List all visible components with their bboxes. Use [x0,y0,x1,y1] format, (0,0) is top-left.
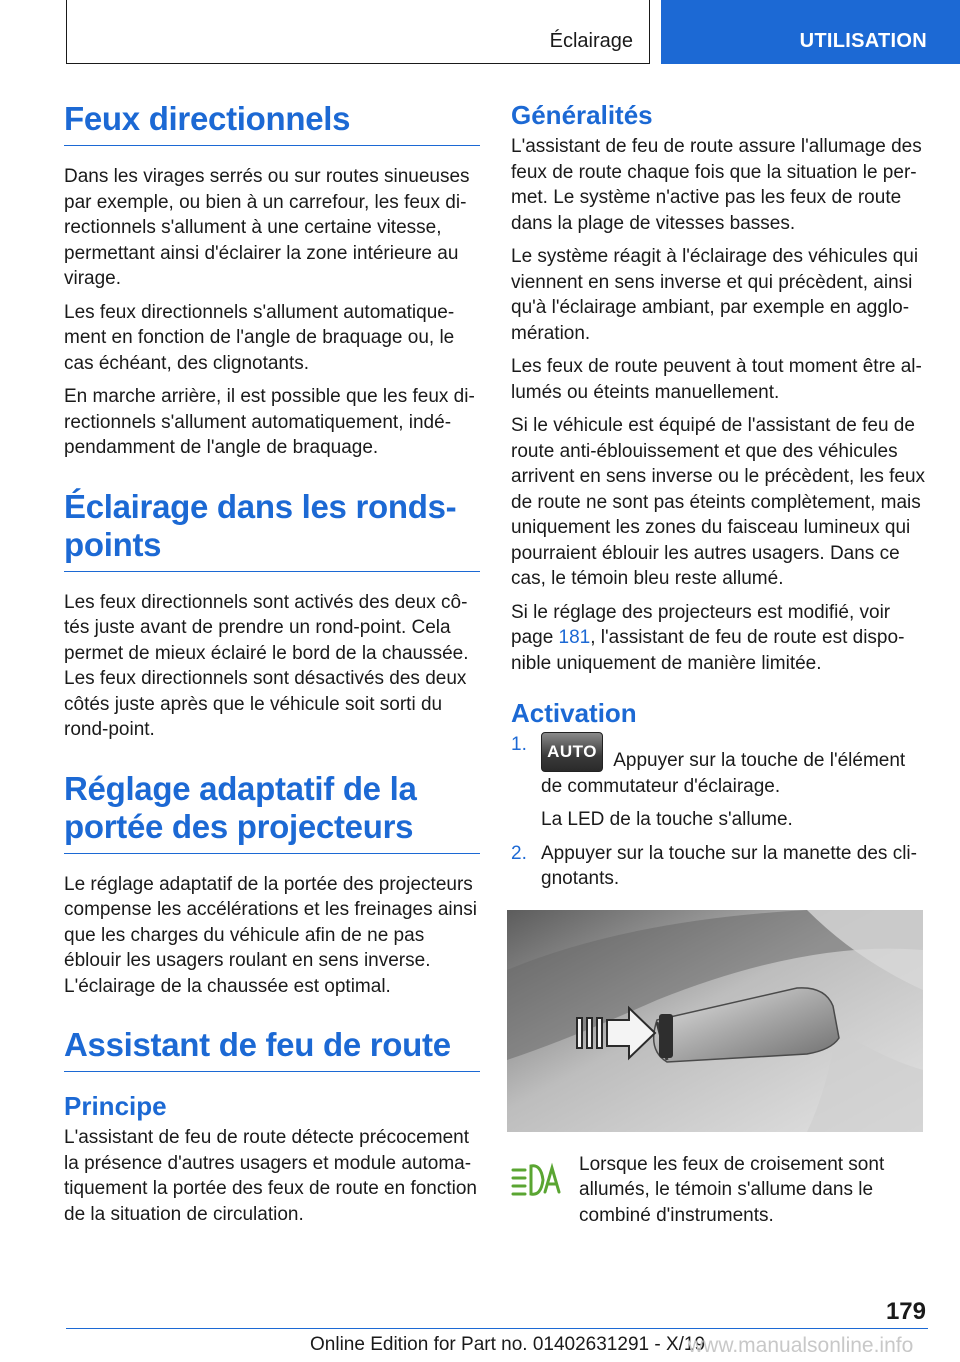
paragraph-generalites-3: Les feux de route peuvent à tout moment être allumés ou éteints manuellement. [511,356,922,403]
paragraph-generalites-5-start: Si le réglage des projecteurs est modifié, voir page [511,601,891,648]
turn-signal-lever-photo [507,910,923,1132]
step-1-result: La LED de la touche s'allume. [541,809,793,830]
activation-steps-list [511,732,925,892]
heading-generalites: Généralités [511,100,653,130]
activation-step-1 [511,732,925,833]
indicator-note [511,1152,925,1229]
heading-assistant-feu-de-route: Assistant de feu de route [64,1026,480,1072]
heading-ronds-points: Éclairage dans les ronds-points [64,488,480,572]
step-1-text: Appuyer sur la touche de l'élément de commutateur d'éclairage. [541,750,906,797]
paragraph-ronds-points: Les feux directionnels sont activés des deux côtés juste avant de prendre un rond-point. Cela permet de mieux éclairé le bord de la chaussée. Les feux directionnels sont désactivés des deux côtés juste après que le véhicule soit sorti du rond-point. [64,591,469,740]
header-section-title: Éclairage [549,30,633,52]
header-chapter-title: UTILISATION [799,30,927,52]
paragraph-generalites-1: L'assistant de feu de route assure l'allumage des feux de route chaque fois que la situation le permet. Le système n'active pas les feux de route dans la plage de vitesses basses. [511,136,922,234]
paragraph-feux-1: Dans les virages serrés ou sur routes sinueuses par exemple, ou bien à un carrefour, les feux directionnels s'allument à une certaine vitesse, permettant ainsi d'éclairer la zone intérieure au virage. [64,166,470,289]
activation-step-2 [511,841,925,892]
watermark: www.manualsonline.info [688,1334,914,1357]
step-2-number: 2. [511,842,527,864]
right-column [511,100,925,1236]
header-section-box [66,0,650,64]
paragraph-principe: L'assistant de feu de route détecte précocement la présence d'autres usagers et module automatiquement la portée des feux de route en fonction de la situation de circulation. [64,1127,477,1225]
high-beam-assistant-indicator-icon [511,1160,563,1200]
header-chapter-tab [661,0,960,64]
paragraph-generalites-5 [511,600,925,677]
paragraph-feux-3: En marche arrière, il est possible que les feux directionnels s'allument automatiquement, indépendamment de l'angle de braquage. [64,386,475,458]
heading-principe: Principe [64,1091,167,1121]
paragraph-feux-2: Les feux directionnels s'allument automatiquement en fonction de l'angle de braquage ou, le cas échéant, des clignotants. [64,301,455,374]
footer-edition: Online Edition for Part no. 01402631291 - X/19 [310,1334,706,1355]
paragraph-generalites-2: Le système réagit à l'éclairage des véhicules qui viennent en sens inverse et qui précèdent, ainsi qu'à l'éclairage ambiant, par exemple en agglomération. [511,246,919,344]
step-1-number: 1. [511,734,527,755]
step-2-text: Appuyer sur la touche sur la manette des clignotants. [541,842,917,889]
page-reference-link[interactable]: 181 [558,627,591,648]
paragraph-reglage-adaptatif: Le réglage adaptatif de la portée des projecteurs compense les accélérations et les freinages ainsi que les charges du véhicule afin de ne pas éblouir les usagers roulant en sens inverse. L'éclairage de la chaussée est optimal. [64,873,477,997]
footer-rule [66,1328,928,1329]
page-number: 179 [885,1298,926,1325]
left-column [64,100,480,1235]
paragraph-generalites-5-end: , l'assistant de feu de route est disponible uniquement de manière limitée. [511,627,905,674]
auto-button-icon [541,732,603,772]
heading-feux-directionnels: Feux directionnels [64,100,480,146]
indicator-note-text: Lorsque les feux de croisement sont allumés, le témoin s'allume dans le combiné d'instruments. [579,1153,885,1226]
auto-button-label: AUTO [547,742,597,761]
heading-activation: Activation [511,698,637,728]
paragraph-generalites-4: Si le véhicule est équipé de l'assistant de feu de route anti-éblouissement et que des véhicules arrivent en sens inverse ou le précèdent, les feux de route ne sont pas éteints complètement, mais uniquement les zones du faisceau lumineux qui pourraient éblouir les autres usagers. Dans ce cas, le témoin bleu reste allumé. [511,415,926,589]
heading-reglage-adaptatif: Réglage adaptatif de la portée des projecteurs [64,770,480,854]
